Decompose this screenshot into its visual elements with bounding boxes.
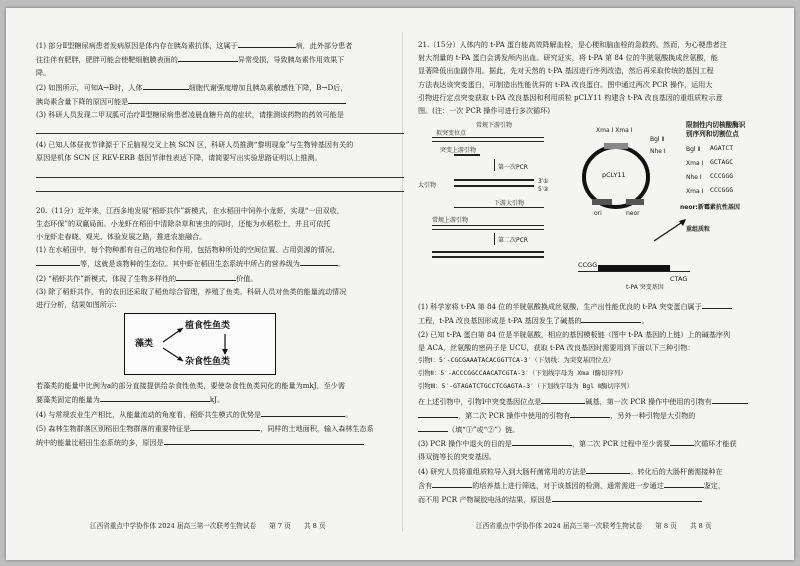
label-plasmid: pCLY11	[602, 171, 626, 180]
q20-part4: (4) 与常规农业生产相比，从能量流动的角度看，稻虾共生模式的优势是 。	[36, 407, 404, 421]
page-footer-left: 江西省重点中学协作体 2024 届高三第一次联考生物试卷 第 7 页 共 8 页	[90, 522, 326, 530]
pcr-plasmid-diagram: 常规下游引物 拟突变位点 突变上游引物 第一次PCR 大引物 3′① 5′② 下游大引物 常规上游引物 第二次PCR CCGG CTAG t-PA 突变基因 Xma Ⅰ Xma Ⅰ Bgl Ⅱ Nhe Ⅰ pCLY11 ori neor 限制性内切核酸酶识 别序列和切割位点 Bgl Ⅱ AGATCT Xma Ⅰ GCTAGC Nhe Ⅰ CCCGGG Xma Ⅰ CCCGGG neor:新霉素抗性基因 重组质粒	[418, 119, 786, 295]
label-tpa-mutant-gene: t-PA 突变基因	[626, 284, 664, 292]
seq-xma2: CCCGGG	[710, 186, 734, 195]
seq-ctag: CTAG	[670, 275, 688, 284]
q21-intro: 21.（15分）人体内的 t-PA 蛋白能高效降解血栓，是心梗和脑血栓的急救药。然而，为心梗患者注	[418, 40, 727, 49]
q21-part2: (2) 已知 t-PA 蛋白第 84 位是半胱氨酸，相应的基因模板链（图中 t-PA 基因的上链）上的碱基序列	[418, 329, 731, 339]
food-web-arrows	[125, 314, 275, 374]
q19-part1: (1) 部分Ⅱ型糖尿病患者发病原因是体内存在胰岛素抗体，这属于 病，此外部分患者	[36, 38, 404, 52]
label-mutation-site: 拟突变位点	[436, 130, 467, 138]
label-conventional-upstream-primer: 常规上游引物	[432, 217, 469, 225]
seq-nhe: CCCGGG	[710, 172, 734, 181]
label-strand-2: 5′②	[538, 186, 549, 194]
label-neo: neor:新霉素抗性基因	[680, 204, 740, 212]
right-column: 21.（15分）人体内的 t-PA 蛋白能高效降解血栓，是心梗和脑血栓的急救药。然而，为心梗患者注 射大剂量的 t-PA 蛋白会诱发颅内出血。研究证实，将 t-PA 第 84 位的半胱氨酸换成丝氨酸，能 显著降低出血副作用。据此，先对天然的 t-PA 基因进行序列改造，然后再采取传统的基因工程 方法表达该突变蛋白，可制造出性能优异的 t-PA 改良蛋白。图中通过两次 PCR 操作，运用大 引物进行定点突变获取 t-PA 改良基因和利用质粒 pCLY11 构建含 t-PA 改良基因的重组质粒示意 图。(注：一次 PCR 操作可进行多次循环) 常规下游引物 拟突变位点 突变上游引物 第一次PCR 大引物 3′① 5′② 下游大引物 常规上游引物 第二次PCR CCGG CTAG t-PA 突变基因 Xma Ⅰ Xma Ⅰ Bgl Ⅱ Nhe Ⅰ pCLY11 ori neor 限制性内切核酸酶识 别序列和切割位点 Bgl Ⅱ AGATCT Xma Ⅰ GCTAGC Nhe Ⅰ CCCGGG Xma Ⅰ CCCGGG neor:新霉素抗性基因 重组质粒 (1) 科学家将 t-PA 第 84 位的半胱氨酸换成丝氨酸，生产出性能优良的 t-PA 突变蛋白属于 工程，t-PA 改良基因形成是 t-PA 基因发生了碱基的 。 (2) 已知 t-PA 蛋白第 84 位是半胱氨酸，相应的基因模板链（图中 t-PA 基因的上链）上的碱基序列 是 ACA，丝氨酸的密码子是 UCU，获取 t-PA 改良基因时需要用到下面以下三种引物： 引物Ⅰ：5′-CGCGAAATACACGGTTCA-3′（下划线：为突变基因位点） 引物Ⅱ：5′-ACCCGGCCAACATCGTA-3′（下划线字母为 Xma Ⅰ酶切序列） 引物Ⅲ：5′-GTAGATCTGCCTCGAGTA-3′（下划线字母为 Bgl Ⅱ酶切序列） 在上述引物中，引物Ⅰ中突变基因位点是 碱基，第一次 PCR 操作中使用的引物有 ，第二次 PCR 操作中使用的引物有 ，另外一种引物是大引物的 （填“①”或“②”）链。 (3) PCR 操作中退火的目的是 ，第二次 PCR 过程中至少需要 次循环才能获 得双链等长的突变基因。 (4) 研究人员将重组质粒导入到大肠杆菌常用的方法是 。转化后的大肠杆菌需接种在 含有 的培养基上进行筛选，对于该基因的检测，通常需进一步通过 鉴定， 而不用 PCR 产物凝胶电泳的结果，原因是	[418, 38, 786, 506]
label-mutant-upstream-primer: 突变上游引物	[440, 147, 477, 155]
label-downstream-big-primer: 下游大引物	[494, 200, 525, 208]
seq-xma: GCTAGC	[710, 158, 734, 167]
seq-ccgg: CCGG	[578, 261, 598, 270]
primer-3: 引物Ⅲ：5′-GTAGATCTGCCTCGAGTA-3′（下划线字母为 Bgl Ⅱ酶切序列）	[418, 382, 633, 391]
q20-part1: (1) 在水稻田中，每个物种都有自己的地位和作用，包括物种所处的空间位置、占用资源的情况、	[36, 245, 340, 255]
q19-part4: (4) 已知人体昼夜节律源于下丘脑视交叉上核 SCN 区，科研人员推测“黎明现象”与生物钟基因有关的	[36, 140, 354, 150]
q20-part5: (5) 森林生物群落区别稻田生物群落的重要特征是 ，同样的土地面积，输入森林生态系	[36, 421, 404, 435]
legend-title: 限制性内切核酸酶识	[686, 121, 746, 130]
q20-part2: (2) “稻虾共作”新模式，体现了生物多样性的 价值。	[36, 271, 404, 285]
arrow-to-recombinant	[650, 215, 690, 245]
answer-line	[36, 165, 404, 178]
q21-part4: (4) 研究人员将重组质粒导入到大肠杆菌常用的方法是 。转化后的大肠杆菌需接种在	[418, 464, 786, 478]
food-web-diagram	[124, 313, 276, 375]
q21-part3: (3) PCR 操作中退火的目的是 ，第二次 PCR 过程中至少需要 次循环才能获	[418, 436, 786, 450]
label-recombinant-plasmid: 重组质粒	[686, 226, 711, 234]
label-neo-marker: neor	[626, 210, 640, 218]
label-native-downstream-primer: 常规下游引物	[476, 122, 513, 130]
primer-1: 引物Ⅰ：5′-CGCGAAATACACGGTTCA-3′（下划线：为突变基因位点）	[418, 356, 615, 365]
q19-part3: (3) 科研人员发现二甲双胍可治疗Ⅱ型糖尿病患者凌晨血糖升高的症状，请推测该药物的药效可能是	[36, 110, 344, 120]
label-nhe-site: Nhe Ⅰ	[650, 148, 666, 156]
node-omnivorous-fish: 杂食性鱼类	[185, 357, 231, 368]
q20-intro: 20.（11分）近年来，江西多地发展“稻虾共作”新模式，在水稻田中饲养小龙虾，实现“一田双收，	[36, 205, 344, 215]
q19-part2: (2) 如图所示，可知A→B时，人体 细胞代谢强度增加且胰岛素敏感性下降，B→D后，	[36, 80, 404, 94]
node-herbivorous-fish: 植食性鱼类	[185, 321, 231, 332]
label-xma-sites: Xma Ⅰ Xma Ⅰ	[596, 127, 633, 135]
label-ori: ori	[594, 210, 602, 218]
label-second-pcr: 第二次PCR	[498, 237, 528, 245]
seq-bgl: AGATCT	[710, 144, 734, 153]
answer-line	[36, 179, 404, 192]
label-strand-1: 3′①	[538, 178, 549, 186]
answer-line	[36, 121, 404, 134]
left-column: (1) 部分Ⅱ型糖尿病患者发病原因是体内存在胰岛素抗体，这属于 病，此外部分患者 往往伴有肥胖，肥胖可能会使靶细胞膜表面的 异常受损，导致胰岛素作用效果下 降。 (2) 如图所示，可知A→B时，人体 细胞代谢强度增加且胰岛素敏感性下降，B→D后， 胰岛素含量下降的原因可能是 (3) 科研人员发现二甲双胍可治疗Ⅱ型糖尿病患者凌晨血糖升高的症状，请推测该药物的药效可能是 (4) 已知人体昼夜节律源于下丘脑视交叉上核 SCN 区，科研人员推测“黎明现象”与生物钟基因有关的 原因是机体 SCN 区 REV-ERB 基因节律性表达下降，请简要写出实验思路证明以上推测。 20.（11分）近年来，江西多地发展“稻虾共作”新模式，在水稻田中饲养小龙虾，实现“一田双收， 生态环保”的双赢局面。小龙虾在稻田中清除杂草和害虫的同时，还能为水稻松土，并且可依托 小龙虾走春晓、观光、体验发展之路，推进农旅融合。 (1) 在水稻田中，每个物种都有自己的地位和作用，包括物种所处的空间位置、占用资源的情况、 等，这就是该物种的生态位。其中虾在稻田生态系统中所占的营养级为 。 (2) “稻虾共作”新模式，体现了生物多样性的 价值。 (3) 除了稻虾共作，有的农田还采取了稻鱼综合管理，养殖了鱼类，科研人员对鱼类的能量流动情况 进行分析，结果如图所示： 植食性鱼类 藻类 杂食性鱼类 若藻类的能量中比例为a的部分直接提供给杂食性鱼类，要使杂食性鱼类同化的能量为mkJ，至少需 要藻类固定的能量为 kJ。 (4) 与常规农业生产相比，从能量流动的角度看，稻虾共生模式的优势是 。 (5) 森林生物群落区别稻田生物群落的重要特征是 ，同样的土地面积，输入森林生态系 统中的能量比稻田生态系统的多，原因是	[36, 38, 404, 449]
page-footer-right: 江西省重点中学协作体 2024 届高三第一次联考生物试卷 第 8 页 共 8 页	[476, 522, 712, 530]
primer-2: 引物Ⅱ：5′-ACCCGGCCAACATCGTA-3′（下划线字母为 Xma Ⅰ酶切序列）	[418, 369, 627, 378]
label-first-pcr: 第一次PCR	[498, 164, 528, 172]
q20-part3: (3) 除了稻虾共作，有的农田还采取了稻鱼综合管理，养殖了鱼类，科研人员对鱼类的能量流动情况	[36, 286, 347, 296]
label-big-primer: 大引物	[418, 182, 437, 190]
label-bgl-site: Bgl Ⅱ	[650, 136, 665, 144]
node-algae: 藻类	[135, 339, 154, 350]
exam-sheet	[6, 8, 794, 560]
q21-part1: (1) 科学家将 t-PA 第 84 位的半胱氨酸换成丝氨酸，生产出性能优良的 t-PA 突变蛋白属于	[418, 299, 786, 313]
